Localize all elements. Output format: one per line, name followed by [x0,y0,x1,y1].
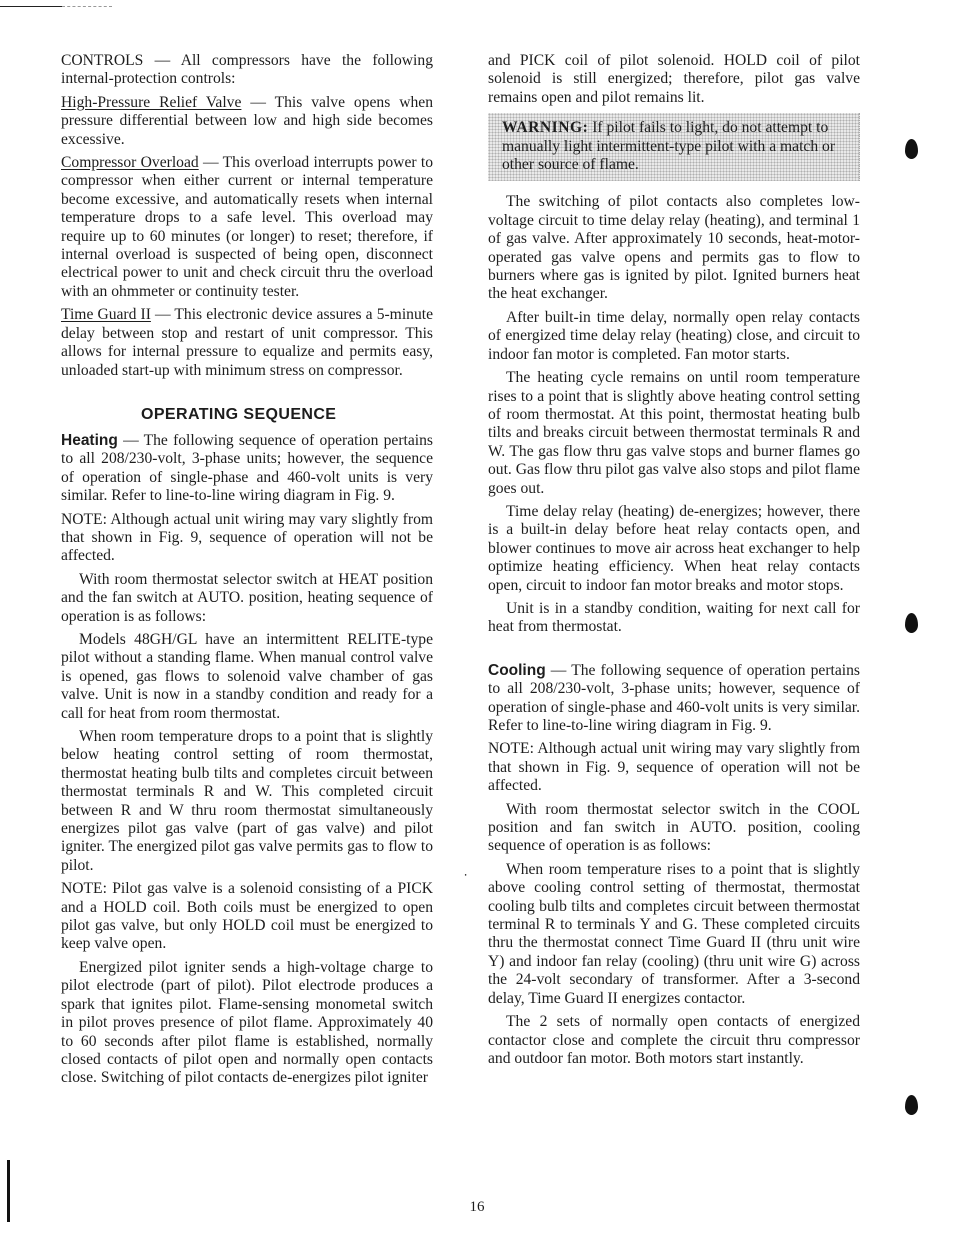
heating-paragraph-9: Unit is in a standby condition, waiting for next call for heat from thermostat. [488,599,860,636]
heating-label: Heating [61,431,118,449]
overload-paragraph [61,154,433,301]
hp-relief-paragraph [61,94,433,149]
timeguard-paragraph [61,306,433,380]
cooling-note: NOTE: Although actual unit wiring may vary slightly from that shown in Fig. 9, sequence of operation will not be affected. [488,740,860,795]
revision-bullet-mark [905,613,918,633]
heating-paragraph-2: Models 48GH/GL have an intermittent RELITE-type pilot without a standing flame. When manual control valve is opened, gas flows to solenoid valve chamber of gas valve. Unit is now in a standby condition and ready for a call for heat from room thermostat. [61,630,433,722]
overload-text: — This overload interrupts power to compressor when either current or internal temperature become excessive, and automatically resets when internal temperature drops to a safe level. This overload may require up to 60 minutes (or longer) to reset; therefore, if internal overload is suspected of being open, disconnect electrical power to unit and check circuit thru the overload with an ohmmeter or continuity tester. [61,154,433,300]
overload-term: Compressor Overload [61,154,199,172]
controls-intro: CONTROLS — All compressors have the following internal-protection controls: [61,52,433,88]
corner-rule [0,6,62,7]
heating-paragraph-4: Energized pilot igniter sends a high-voltage charge to pilot electrode (part of pilot). Pilot electrode produces a spark that ignites pilot. Flame-sensing monometal switch in pilot proves presence of pilot flame. Approximately 40 to 60 seconds after pilot flame is established, normally closed contacts of pilot open and normally open contacts close. Switching of pilot contacts de-energizes pilot igniter [61,958,433,1087]
hp-relief-term: High-Pressure Relief Valve [61,93,242,111]
margin-tick-mark: ⸱ [464,868,468,882]
warning-label: WARNING: [502,119,589,137]
corner-rule-faint [62,6,112,7]
page-number: 16 [469,1199,485,1215]
heating-note: NOTE: Although actual unit wiring may vary slightly from that shown in Fig. 9, sequence of operation will not be affected. [61,510,433,565]
cooling-intro-text: — The following sequence of operation pertains to all 208/230-volt, 3-phase units; however, sequence of operation of single-phase and 460-volt units is very similar. Refer to line-to-line wiring diagram in Fig. 9. [488,661,860,734]
continued-paragraph: and PICK coil of pilot solenoid. HOLD coil of pilot solenoid is still energized; therefore, pilot gas valve remains open and pilot remains lit. [488,52,860,106]
right-column [488,52,860,1073]
heating-paragraph-7: The heating cycle remains on until room temperature rises to a point that is slightly above heating control setting of room thermostat. At this point, thermostat heating bulb tilts and breaks circuit between thermostat terminals R and W. The gas flow thru gas valve stops and burner flames go out. Gas flow thru pilot gas valve also stops and pilot flame goes out. [488,369,860,497]
left-column [61,52,433,1093]
heating-paragraph-3: When room temperature drops to a point that is slightly below heating control setting of room thermostat, thermostat heating bulb tilts and completes circuit between thermostat terminals R and W. This completed circuit between R and W thru room thermostat simultaneously energizes pilot gas valve (part of gas valve) and pilot igniter. The energized pilot gas valve permits gas to flow to pilot. [61,728,433,874]
heating-intro-text: — The following sequence of operation pertains to all 208/230-volt, 3-phase units; however, the sequence of operation of single-phase and 460-volt units is very similar. Refer to line-to-line wiring diagram in Fig. 9. [61,431,433,505]
heating-note-2: NOTE: Pilot gas valve is a solenoid consisting of a PICK and a HOLD coil. Both coils must be energized to open pilot gas valve, but only HOLD coil must be energized to keep valve open. [61,880,433,953]
warning-text: If pilot fails to light, do not attempt to manually light intermittent-type pilot with a match or other source of flame. [502,119,836,174]
cooling-label: Cooling [488,661,546,679]
warning-box [488,113,860,181]
revision-bullet-mark [905,1095,918,1115]
hp-relief-text: — This valve opens when pressure differential between low and high side becomes excessive. [61,93,434,148]
heating-paragraph-6: After built-in time delay, normally open relay contacts of energized time delay relay (heating) close, and circuit to indoor fan motor is completed. Fan motor starts. [488,308,860,363]
heating-paragraph-8: Time delay relay (heating) de-energizes; however, there is a built-in delay before heat relay contacts open, and blower continues to move air across heat exchanger to help optimize heating efficiency. When heat relay contacts open, circuit to indoor fan motor breaks and motor stops. [488,502,860,594]
cooling-intro [488,662,860,736]
timeguard-text: — This electronic device assures a 5-minute delay between stop and restart of unit compressor. This allows for internal pressure to equalize and permits easy, unloaded start-up with minimum stress on compressor. [61,306,433,379]
heating-intro [61,432,433,506]
revision-bullet-mark [905,139,918,159]
cooling-paragraph-3: The 2 sets of normally open contacts of energized contactor close and complete the circuit thru compressor and outdoor fan motor. Both motors start instantly. [488,1013,860,1067]
timeguard-term: Time Guard II [61,306,151,324]
section-title: OPERATING SEQUENCE [141,405,337,423]
cooling-paragraph-1: With room thermostat selector switch in the COOL position and fan switch in AUTO. position, cooling sequence of operation is as follows: [488,800,860,855]
heating-paragraph-5: The switching of pilot contacts also completes low-voltage circuit to time delay relay (heating), and terminal 1 of gas valve. After approximately 10 seconds, heat-motor-operated gas valve opens and permits gas to flow to burners where gas is ignited by pilot. Ignited burners heat the heat exchanger. [488,193,860,303]
cooling-paragraph-2: When room temperature rises to a point that is slightly above cooling control setting of thermostat, thermostat cooling bulb tilts and completes circuit between thermostat terminal R to terminals Y and G. These completed circuits thru the thermostat connect Time Guard II (thru unit wire Y) and indoor fan relay (cooling) (thru unit wire G) across the 24-volt secondary of transformer. After a 3-second delay, Time Guard II energizes contactor. [488,860,860,1007]
heating-paragraph-1: With room thermostat selector switch at HEAT position and the fan switch at AUTO. position, heating sequence of operation is as follows: [61,570,433,625]
